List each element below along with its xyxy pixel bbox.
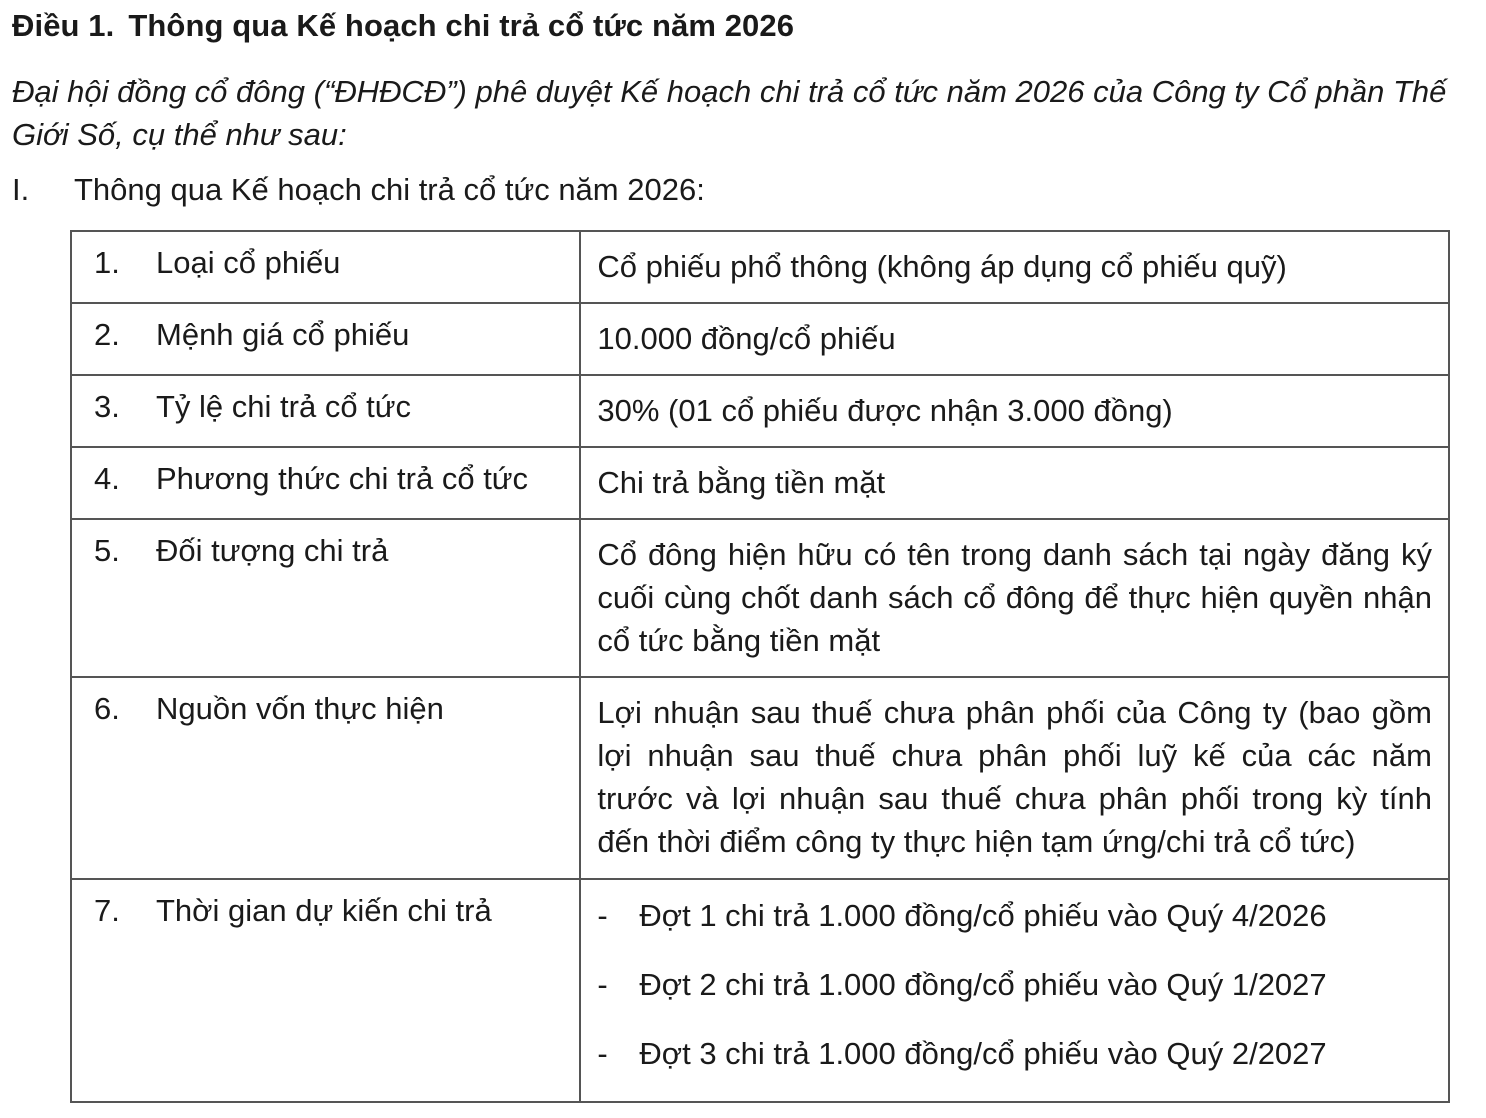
table-row [71, 303, 1449, 375]
row-number: 6. [94, 691, 120, 726]
table-row [71, 879, 1449, 1102]
row-value-cell [580, 879, 1449, 1102]
row-value: Lợi nhuận sau thuế chưa phân phối của Công ty (bao gồm lợi nhuận sau thuế chưa phân phối luỹ kế của các năm trước và lợi nhuận sau thuế chưa phân phối trong kỳ tính đến thời điểm công ty thực hiện tạm ứng/chi trả cổ tức) [597, 695, 1432, 859]
list-item [597, 894, 1448, 963]
row-label-cell [71, 375, 580, 447]
row-label-cell [71, 519, 580, 677]
intro-paragraph: Đại hội đồng cổ đông (“ĐHĐCĐ”) phê duyệt Kế hoạch chi trả cổ tức năm 2026 của Công ty Cổ phần Thế Giới Số, cụ thể như sau: [12, 74, 1447, 152]
dividend-plan-table [70, 230, 1450, 1103]
bullet-dash: - [597, 1036, 608, 1071]
row-label: Nguồn vốn thực hiện [156, 691, 444, 726]
row-number: 4. [94, 461, 120, 496]
row-number: 1. [94, 245, 120, 280]
table-row [71, 519, 1449, 677]
row-value: Chi trả bằng tiền mặt [597, 465, 886, 500]
row-number: 5. [94, 533, 120, 568]
row-label-cell [71, 303, 580, 375]
row-value: 30% (01 cổ phiếu được nhận 3.000 đồng) [597, 393, 1173, 428]
table-row [71, 447, 1449, 519]
row-label: Loại cổ phiếu [156, 245, 341, 280]
row-value-cell [580, 447, 1449, 519]
row-value-cell [580, 303, 1449, 375]
row-number: 2. [94, 317, 120, 352]
row-value: Cổ đông hiện hữu có tên trong danh sách tại ngày đăng ký cuối cùng chốt danh sách cổ đông để thực hiện quyền nhận cổ tức bằng tiền mặt [597, 537, 1432, 658]
schedule-item-text: Đợt 3 chi trả 1.000 đồng/cổ phiếu vào Quý 2/2027 [639, 1036, 1327, 1071]
schedule-item-text: Đợt 1 chi trả 1.000 đồng/cổ phiếu vào Quý 4/2026 [639, 898, 1327, 933]
row-label-cell [71, 447, 580, 519]
row-value-cell [580, 519, 1449, 677]
row-label-cell [71, 231, 580, 303]
row-label: Thời gian dự kiến chi trả [156, 893, 492, 928]
table-row [71, 231, 1449, 303]
row-label: Phương thức chi trả cổ tức [156, 461, 529, 496]
row-number: 7. [94, 893, 120, 928]
section-heading [12, 172, 705, 208]
row-label-cell [71, 879, 580, 1102]
section-title: Thông qua Kế hoạch chi trả cổ tức năm 2026: [74, 172, 705, 207]
row-value: Cổ phiếu phổ thông (không áp dụng cổ phiếu quỹ) [597, 249, 1287, 284]
bullet-dash: - [597, 967, 608, 1002]
section-numeral: I. [12, 172, 30, 207]
bullet-dash: - [597, 898, 608, 933]
row-number: 3. [94, 389, 120, 424]
row-label-cell [71, 677, 580, 879]
row-value-cell [580, 231, 1449, 303]
payment-schedule-list [581, 880, 1448, 1101]
table-row [71, 677, 1449, 879]
article-title: Thông qua Kế hoạch chi trả cổ tức năm 2026 [128, 8, 795, 43]
row-label: Tỷ lệ chi trả cổ tức [156, 389, 412, 424]
article-heading [12, 8, 794, 44]
row-label: Đối tượng chi trả [156, 533, 389, 568]
row-label: Mệnh giá cổ phiếu [156, 317, 410, 352]
row-value: 10.000 đồng/cổ phiếu [597, 321, 896, 356]
list-item [597, 963, 1448, 1032]
row-value-cell [580, 375, 1449, 447]
schedule-item-text: Đợt 2 chi trả 1.000 đồng/cổ phiếu vào Quý 1/2027 [639, 967, 1327, 1002]
list-item [597, 1032, 1448, 1101]
article-number: Điều 1. [12, 8, 115, 43]
row-value-cell [580, 677, 1449, 879]
table-row [71, 375, 1449, 447]
